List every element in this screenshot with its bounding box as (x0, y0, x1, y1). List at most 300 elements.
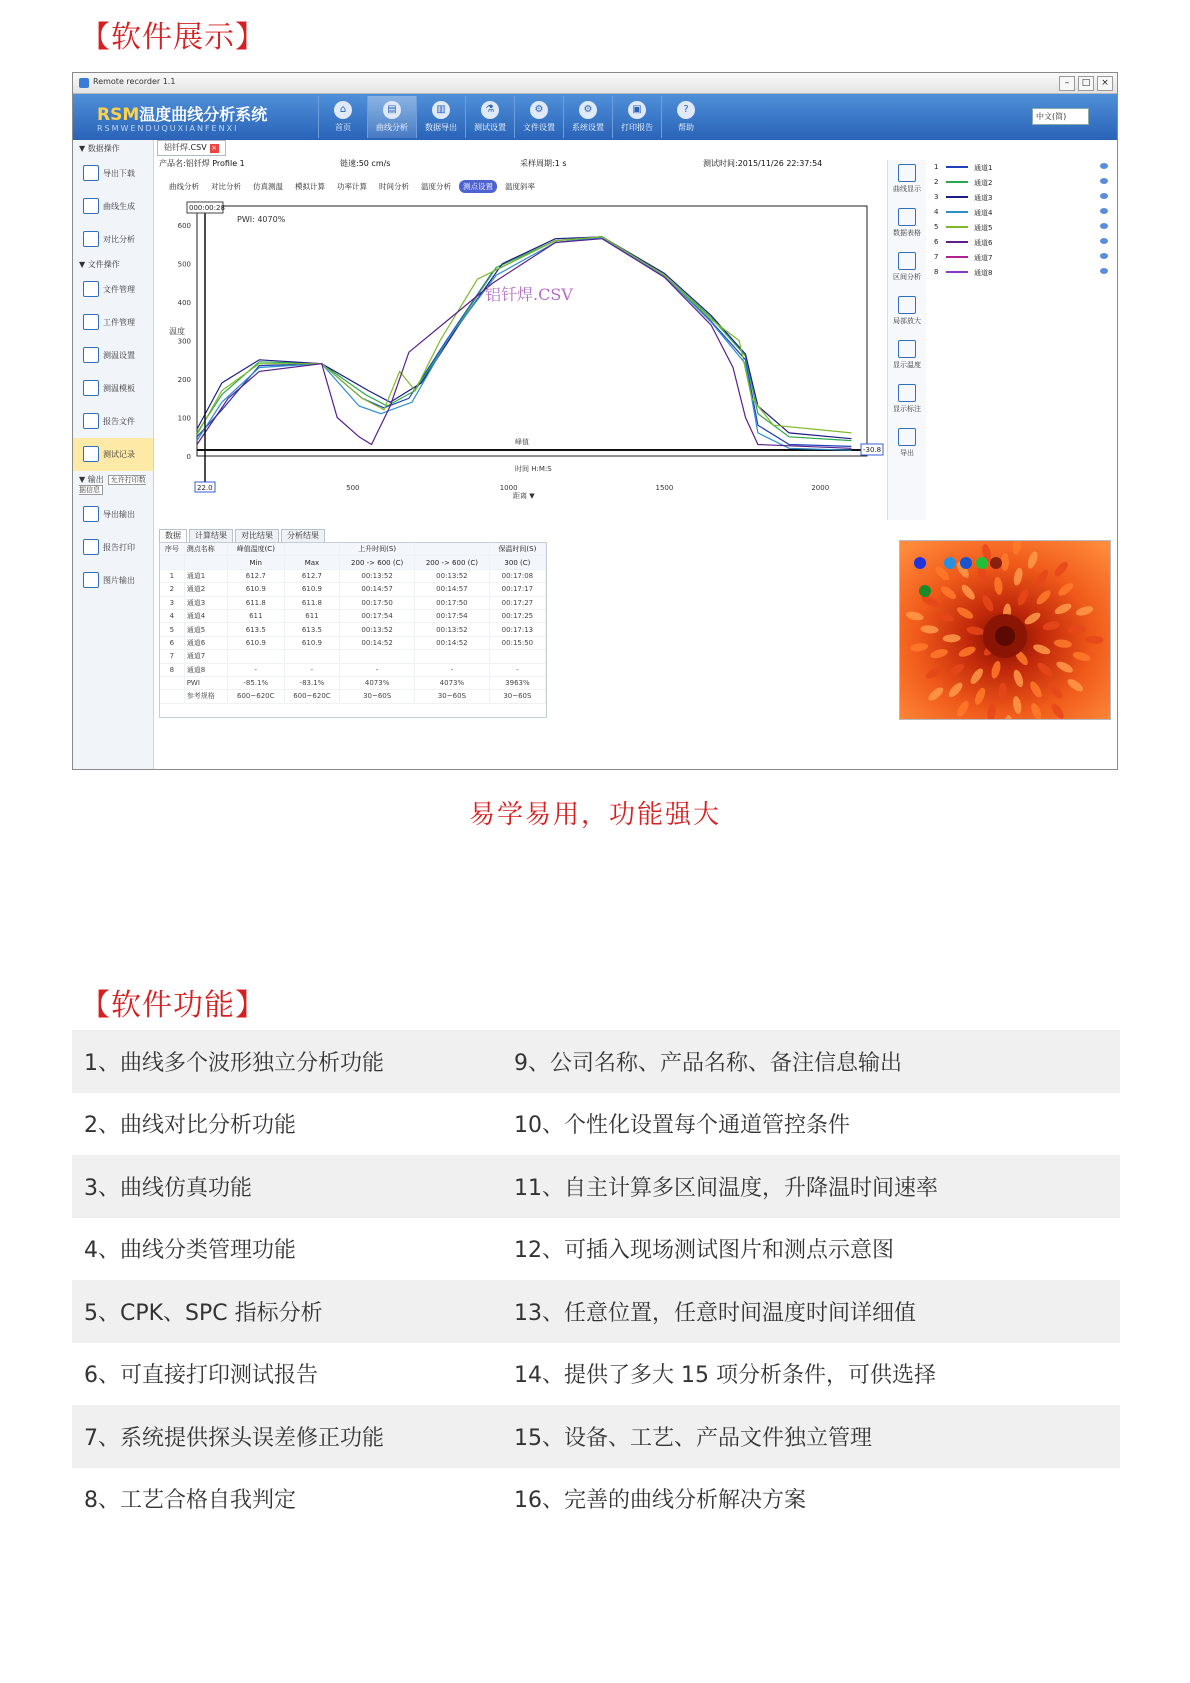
table-cell: 00:17:54 (340, 609, 415, 622)
sidebar-item-icon (83, 446, 99, 462)
legend-line (946, 271, 968, 273)
table-cell: - (227, 663, 284, 676)
table-cell: 00:14:57 (415, 583, 490, 596)
table-row (160, 543, 546, 556)
legend-index: 3 (934, 193, 939, 201)
y-tick-label: 0 (186, 453, 191, 461)
table-cell: 612.7 (227, 569, 284, 582)
feature-item: 11、自主计算多区间温度，升降温时间速率 (514, 1175, 938, 1201)
analysis-tab[interactable]: 功率计算 (337, 182, 367, 191)
chart-tool-icon (898, 384, 916, 402)
petal (1001, 553, 1009, 571)
legend-row[interactable] (930, 205, 1110, 220)
table-cell: 610.9 (227, 636, 284, 649)
eye-icon[interactable] (1100, 178, 1108, 184)
feature-row (72, 1030, 1120, 1093)
toolbar-label: 首页 (335, 123, 351, 132)
legend-line (946, 211, 968, 213)
main-area (155, 140, 1115, 769)
toolbar-icon: ⚗ (481, 101, 499, 119)
legend-row[interactable] (930, 220, 1110, 235)
sidebar-group[interactable]: ▼ 文件操作 (79, 260, 120, 269)
analysis-tabs (165, 180, 539, 193)
analysis-tab[interactable]: 仿真测温 (253, 182, 283, 191)
sidebar-group-hint: 允许打印数据信息 (79, 476, 146, 494)
sidebar-item-label: 测温模板 (103, 384, 135, 393)
table-cell: 测点名称 (184, 543, 227, 556)
table-cell: PWI (184, 676, 227, 689)
feature-item: 15、设备、工艺、产品文件独立管理 (514, 1425, 872, 1451)
chart-tool-icon (898, 340, 916, 358)
table-cell: 00:17:08 (489, 569, 545, 582)
peak-label: 峰值 (515, 438, 529, 446)
table-cell: - (489, 663, 545, 676)
chart-tool[interactable] (888, 340, 926, 380)
table-row (160, 569, 546, 582)
table-cell: 610.9 (284, 636, 340, 649)
feature-item: 5、CPK、SPC 指标分析 (84, 1300, 323, 1326)
y-axis-label: 温度 (169, 327, 185, 336)
toolbar-icon: ▣ (628, 101, 646, 119)
legend-label: 通道6 (974, 239, 993, 247)
table-cell: Min (227, 556, 284, 569)
x-tick-label: 1000 (499, 484, 518, 492)
app-logo-icon (79, 78, 89, 88)
feature-item: 10、个性化设置每个通道管控条件 (514, 1113, 850, 1139)
table-cell (160, 556, 184, 569)
table-cell (284, 650, 340, 663)
feature-row (72, 1405, 1120, 1468)
feature-item: 16、完善的曲线分析解决方案 (514, 1488, 806, 1514)
pwi-label: PWI: 4070% (237, 215, 286, 224)
toolbar-icon: ⚙ (530, 101, 548, 119)
sidebar-item-icon (83, 231, 99, 247)
table-cell: 序号 (160, 543, 184, 556)
table-cell: 00:15:50 (489, 636, 545, 649)
table-cell: 通道3 (184, 596, 227, 609)
table-cell (340, 650, 415, 663)
table-cell: 00:17:54 (415, 609, 490, 622)
toolbar-icon: ⚙ (579, 101, 597, 119)
legend-label: 通道8 (974, 269, 993, 277)
toolbar-item[interactable] (612, 96, 661, 138)
y-tick-label: 500 (177, 260, 191, 269)
sidebar-group[interactable] (73, 471, 153, 498)
analysis-tab[interactable]: 温度斜率 (505, 182, 535, 191)
sidebar-item[interactable] (73, 564, 153, 597)
chart-tool[interactable] (888, 296, 926, 336)
app-banner (73, 94, 1117, 140)
toolbar-label: 数据导出 (425, 123, 457, 132)
table-row (160, 690, 546, 703)
feature-item: 13、任意位置，任意时间温度时间详细值 (514, 1300, 916, 1326)
table-cell: 610.9 (227, 583, 284, 596)
legend-row[interactable] (930, 160, 1110, 175)
legend-index: 2 (934, 178, 939, 186)
feature-item: 4、曲线分类管理功能 (84, 1238, 296, 1264)
sidebar-item-label: 测温设置 (103, 351, 135, 360)
table-cell: -85.1% (227, 676, 284, 689)
chart-tool-label: 区间分析 (893, 273, 921, 281)
table-cell: 300 (C) (489, 556, 545, 569)
window-title: Remote recorder 1.1 (93, 77, 176, 86)
sidebar-group-label: ▼ 输出 (79, 475, 104, 484)
feature-item: 8、工艺合格自我判定 (84, 1488, 296, 1514)
table-cell: 00:17:50 (340, 596, 415, 609)
feature-item: 14、提供了多大 15 项分析条件，可供选择 (514, 1363, 936, 1389)
legend-label: 通道2 (974, 179, 993, 187)
chart-tool-icon (898, 164, 916, 182)
table-cell: 4073% (415, 676, 490, 689)
temperature-chart[interactable] (155, 194, 895, 509)
cursor-bottom-label: 22.0 (197, 484, 213, 492)
right-value-label: -30.8 (863, 446, 882, 454)
sidebar-item-icon (83, 165, 99, 181)
chart-tool-label: 导出 (900, 449, 914, 457)
result-table (159, 542, 547, 718)
feature-row (72, 1155, 1120, 1218)
table-cell: 通道7 (184, 650, 227, 663)
legend-index: 4 (934, 208, 939, 216)
legend-row[interactable] (930, 250, 1110, 265)
table-row (160, 676, 546, 689)
eye-icon[interactable] (1100, 163, 1108, 169)
sidebar-item-label: 工件管理 (103, 318, 135, 327)
legend-label: 通道7 (974, 254, 993, 262)
table-cell: 峰值温度(C) (227, 543, 284, 556)
x-tick-label: 500 (346, 484, 360, 492)
feature-list (72, 1030, 1120, 1530)
table-cell: 上升时间(S) (340, 543, 415, 556)
chart-tool[interactable] (888, 208, 926, 248)
table-row (160, 650, 546, 663)
sidebar-item[interactable] (73, 306, 153, 339)
analysis-tab[interactable]: 曲线分析 (169, 182, 199, 191)
table-cell: 00:17:13 (489, 623, 545, 636)
maximize-button[interactable]: □ (1078, 76, 1094, 91)
feature-row (72, 1218, 1120, 1281)
feature-item: 7、系统提供探头误差修正功能 (84, 1425, 384, 1451)
table-cell: 8 (160, 663, 184, 676)
legend-index: 8 (934, 268, 939, 276)
chart-tool-icon (898, 428, 916, 446)
toolbar-item[interactable] (514, 96, 563, 138)
table-cell: 600~620C (227, 690, 284, 703)
table-cell: 00:13:52 (340, 623, 415, 636)
analysis-tab[interactable]: 时间分析 (379, 182, 409, 191)
sidebar-item-icon (83, 413, 99, 429)
sidebar-item[interactable] (73, 339, 153, 372)
feature-item: 3、曲线仿真功能 (84, 1175, 252, 1201)
table-cell (284, 543, 340, 556)
table-row (160, 623, 546, 636)
sidebar-item[interactable] (73, 438, 153, 471)
table-cell: 00:17:50 (415, 596, 490, 609)
language-select[interactable]: 中文(简) (1032, 108, 1089, 125)
table-cell: 00:13:52 (415, 623, 490, 636)
toolbar-item[interactable] (318, 96, 367, 138)
feature-item: 9、公司名称、产品名称、备注信息输出 (514, 1050, 902, 1076)
eye-icon[interactable] (1100, 208, 1108, 214)
chart-tool-icon (898, 208, 916, 226)
table-row (160, 596, 546, 609)
chart-tool-icon (898, 252, 916, 270)
toolbar-label: 系统设置 (572, 123, 604, 132)
toolbar-label: 打印报告 (621, 123, 653, 132)
sidebar-item-label: 报告打印 (103, 543, 135, 552)
eye-icon[interactable] (1100, 268, 1108, 274)
table-cell (160, 676, 184, 689)
channel-legend (930, 160, 1110, 280)
feature-item: 12、可插入现场测试图片和测点示意图 (514, 1238, 894, 1264)
table-cell: 00:13:52 (415, 569, 490, 582)
legend-line (946, 166, 968, 168)
info-product: 产品名:铝钎焊 Profile 1 (159, 159, 245, 168)
table-cell (160, 690, 184, 703)
legend-line (946, 241, 968, 243)
table-row (160, 636, 546, 649)
legend-line (946, 256, 968, 258)
feature-item: 2、曲线对比分析功能 (84, 1113, 296, 1139)
toolbar-label: 测试设置 (474, 123, 506, 132)
sidebar-item[interactable] (73, 498, 153, 531)
table-cell: 保温时间(S) (489, 543, 545, 556)
result-tab[interactable]: 数据 (159, 529, 187, 543)
result-tab[interactable]: 计算结果 (189, 529, 233, 543)
toolbar-label: 帮助 (678, 123, 694, 132)
sidebar-item-label: 文件管理 (103, 285, 135, 294)
feature-row (72, 1343, 1120, 1406)
y-tick-label: 400 (177, 299, 191, 308)
sidebar-item-icon (83, 198, 99, 214)
feature-row (72, 1093, 1120, 1156)
table-cell: 613.5 (284, 623, 340, 636)
chart-watermark: 铝钎焊.CSV (485, 285, 573, 304)
toolbar-item[interactable] (661, 96, 710, 138)
toolbar-icon: ⌂ (334, 101, 352, 119)
analysis-tab[interactable]: 测点设置 (459, 180, 497, 193)
table-cell: 613.5 (227, 623, 284, 636)
table-cell: 200 -> 600 (C) (415, 556, 490, 569)
brand-title: RSM温度曲线分析系统 (97, 105, 268, 125)
sidebar-group[interactable]: ▼ 数据操作 (79, 144, 120, 153)
flower-photo (899, 540, 1111, 720)
table-cell: - (284, 663, 340, 676)
plot-area (197, 206, 867, 456)
table-row (160, 663, 546, 676)
sidebar-item-icon (83, 281, 99, 297)
caption: 易学易用，功能强大 (468, 800, 721, 830)
legend-line (946, 196, 968, 198)
analysis-tab[interactable]: 对比分析 (211, 182, 241, 191)
sidebar-item-icon (83, 539, 99, 555)
table-cell: 00:13:52 (340, 569, 415, 582)
table-cell (415, 650, 490, 663)
table-cell (489, 650, 545, 663)
table-cell: 6 (160, 636, 184, 649)
toolbar-item[interactable] (416, 96, 465, 138)
result-tab[interactable]: 分析结果 (281, 529, 325, 543)
y-tick-label: 300 (177, 337, 191, 346)
table-cell: 4073% (340, 676, 415, 689)
table-cell: 30~60S (415, 690, 490, 703)
table-cell: 200 -> 600 (C) (340, 556, 415, 569)
table-cell: 3 (160, 596, 184, 609)
legend-index: 1 (934, 163, 939, 171)
table-cell: 00:14:57 (340, 583, 415, 596)
sidebar-item-icon (83, 380, 99, 396)
chart-tool[interactable] (888, 428, 926, 468)
y-tick-label: 600 (177, 222, 191, 231)
table-cell: 通道4 (184, 609, 227, 622)
table-cell: 600~620C (284, 690, 340, 703)
sidebar-item[interactable] (73, 531, 153, 564)
table-cell: 通道5 (184, 623, 227, 636)
sidebar (73, 140, 154, 769)
legend-label: 通道5 (974, 224, 993, 232)
eye-icon[interactable] (1100, 253, 1108, 259)
feature-item: 1、曲线多个波形独立分析功能 (84, 1050, 384, 1076)
toolbar-icon: ▤ (383, 101, 401, 119)
toolbar-item[interactable] (367, 96, 416, 138)
close-button[interactable]: × (1097, 76, 1113, 91)
table-cell: Max (284, 556, 340, 569)
table-cell: 通道1 (184, 569, 227, 582)
y-tick-label: 100 (177, 414, 191, 423)
tab-file[interactable]: 铝钎焊.CSV × (157, 140, 226, 156)
sidebar-item-label: 图片输出 (103, 576, 135, 585)
analysis-tab[interactable]: 模拟计算 (295, 182, 325, 191)
chart-tool-label: 局部放大 (893, 317, 921, 325)
table-cell: 1 (160, 569, 184, 582)
toolbar-label: 曲线分析 (376, 123, 408, 132)
table-cell: 4 (160, 609, 184, 622)
chart-tool[interactable] (888, 252, 926, 292)
toolbar-item[interactable] (563, 96, 612, 138)
sidebar-item[interactable] (73, 190, 153, 223)
sidebar-item-icon (83, 347, 99, 363)
table-cell: 611.8 (227, 596, 284, 609)
table-row (160, 583, 546, 596)
sidebar-item-label: 导出输出 (103, 510, 135, 519)
table-cell (415, 543, 490, 556)
info-speed: 链速:50 cm/s (340, 159, 391, 168)
table-cell: 通道8 (184, 663, 227, 676)
sidebar-item-label: 报告文件 (103, 417, 135, 426)
brand-subtitle: RSMWENDUQUXIANFENXI (97, 124, 239, 133)
sidebar-item[interactable] (73, 372, 153, 405)
chart-tool-label: 显示标注 (893, 405, 921, 413)
table-cell: 参考规格 (184, 690, 227, 703)
table-cell: 00:14:52 (340, 636, 415, 649)
feature-row (72, 1280, 1120, 1343)
legend-index: 6 (934, 238, 939, 246)
section-title-functions: 【软件功能】 (80, 988, 266, 1023)
sidebar-item-label: 对比分析 (103, 235, 135, 244)
table-cell: 7 (160, 650, 184, 663)
chart-tool-label: 曲线显示 (893, 185, 921, 193)
legend-label: 通道4 (974, 209, 993, 217)
table-cell: 2 (160, 583, 184, 596)
result-tab[interactable]: 对比结果 (235, 529, 279, 543)
x-tick-label: 2000 (811, 484, 830, 492)
chart-tool[interactable] (888, 164, 926, 204)
window-titlebar (73, 73, 1117, 94)
sidebar-item[interactable] (73, 157, 153, 190)
main-toolbar (318, 96, 710, 138)
table-cell: 611 (227, 609, 284, 622)
y-tick-label: 200 (177, 376, 191, 385)
legend-line (946, 181, 968, 183)
table-cell: 00:14:52 (415, 636, 490, 649)
table-cell: 611 (284, 609, 340, 622)
legend-row[interactable] (930, 235, 1110, 250)
toolbar-icon: ▥ (432, 101, 450, 119)
sidebar-item-label: 导出下载 (103, 169, 135, 178)
chart-tool-label: 数据表格 (893, 229, 921, 237)
sidebar-item[interactable] (73, 405, 153, 438)
legend-line (946, 226, 968, 228)
sidebar-item-icon (83, 314, 99, 330)
toolbar-icon: ? (677, 101, 695, 119)
legend-row[interactable] (930, 175, 1110, 190)
table-cell: 610.9 (284, 583, 340, 596)
sidebar-item[interactable] (73, 223, 153, 256)
chart-tools (887, 160, 926, 520)
legend-row[interactable] (930, 265, 1110, 280)
legend-label: 通道1 (974, 164, 993, 172)
legend-index: 5 (934, 223, 939, 231)
table-cell (184, 556, 227, 569)
eye-icon[interactable] (1100, 193, 1108, 199)
table-cell: 通道2 (184, 583, 227, 596)
chart-tool-icon (898, 296, 916, 314)
x-tick-label: 1500 (655, 484, 674, 492)
legend-row[interactable] (930, 190, 1110, 205)
close-tab-icon[interactable]: × (211, 144, 218, 152)
table-cell: 5 (160, 623, 184, 636)
analysis-tab[interactable]: 温度分析 (421, 182, 451, 191)
x-axis-sub: 距离 ▼ (513, 492, 535, 500)
toolbar-label: 文件设置 (523, 123, 555, 132)
eye-icon[interactable] (1100, 223, 1108, 229)
table-cell: 通道6 (184, 636, 227, 649)
chart-tool-label: 显示温度 (893, 361, 921, 369)
result-tabs (159, 529, 325, 543)
minimize-button[interactable]: – (1059, 76, 1075, 91)
table-cell: - (415, 663, 490, 676)
table-cell: 611.8 (284, 596, 340, 609)
table-cell: 00:17:17 (489, 583, 545, 596)
sidebar-item[interactable] (73, 273, 153, 306)
toolbar-item[interactable] (465, 96, 514, 138)
sidebar-item-label: 测试记录 (103, 450, 135, 459)
chart-tool[interactable] (888, 384, 926, 424)
table-cell: 612.7 (284, 569, 340, 582)
legend-label: 通道3 (974, 194, 993, 202)
table-cell: -83.1% (284, 676, 340, 689)
table-cell: 3963% (489, 676, 545, 689)
info-date: 测试时间:2015/11/26 22:37:54 (703, 159, 823, 168)
software-window (72, 72, 1118, 770)
eye-icon[interactable] (1100, 238, 1108, 244)
table-cell: - (340, 663, 415, 676)
table-cell: 30~60S (340, 690, 415, 703)
table-cell: 30~60S (489, 690, 545, 703)
cursor-top-label: 000:00:28 (189, 204, 225, 212)
x-axis-label: 时间 H:M:S (515, 465, 552, 473)
info-interval: 采样周期:1 s (520, 159, 567, 168)
